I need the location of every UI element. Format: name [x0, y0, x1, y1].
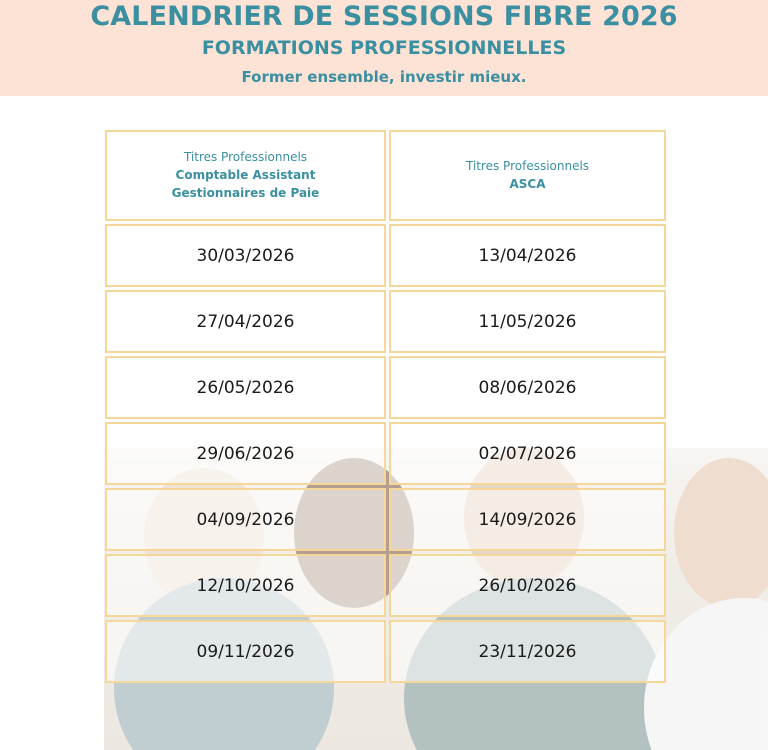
date-cell: 04/09/2026	[105, 488, 386, 551]
date-cell: 14/09/2026	[389, 488, 666, 551]
column-header-asca: Titres Professionnels ASCA	[389, 130, 666, 221]
date-cell: 29/06/2026	[105, 422, 386, 485]
date-cell: 02/07/2026	[389, 422, 666, 485]
column-header-comptable: Titres Professionnels Comptable Assistant Gestionnaires de Paie	[105, 130, 386, 221]
tagline: Former ensemble, investir mieux.	[241, 68, 527, 86]
date-cell: 09/11/2026	[105, 620, 386, 683]
date-cell: 11/05/2026	[389, 290, 666, 353]
date-cell: 12/10/2026	[105, 554, 386, 617]
date-cell: 27/04/2026	[105, 290, 386, 353]
date-cell: 26/05/2026	[105, 356, 386, 419]
page-subtitle: FORMATIONS PROFESSIONNELLES	[201, 37, 567, 59]
date-cell: 30/03/2026	[105, 224, 386, 287]
date-cell: 08/06/2026	[389, 356, 666, 419]
date-cell: 13/04/2026	[389, 224, 666, 287]
date-cell: 23/11/2026	[389, 620, 666, 683]
header-banner	[0, 0, 768, 96]
page-title: CALENDRIER DE SESSIONS FIBRE 2026	[90, 1, 678, 32]
date-cell: 26/10/2026	[389, 554, 666, 617]
